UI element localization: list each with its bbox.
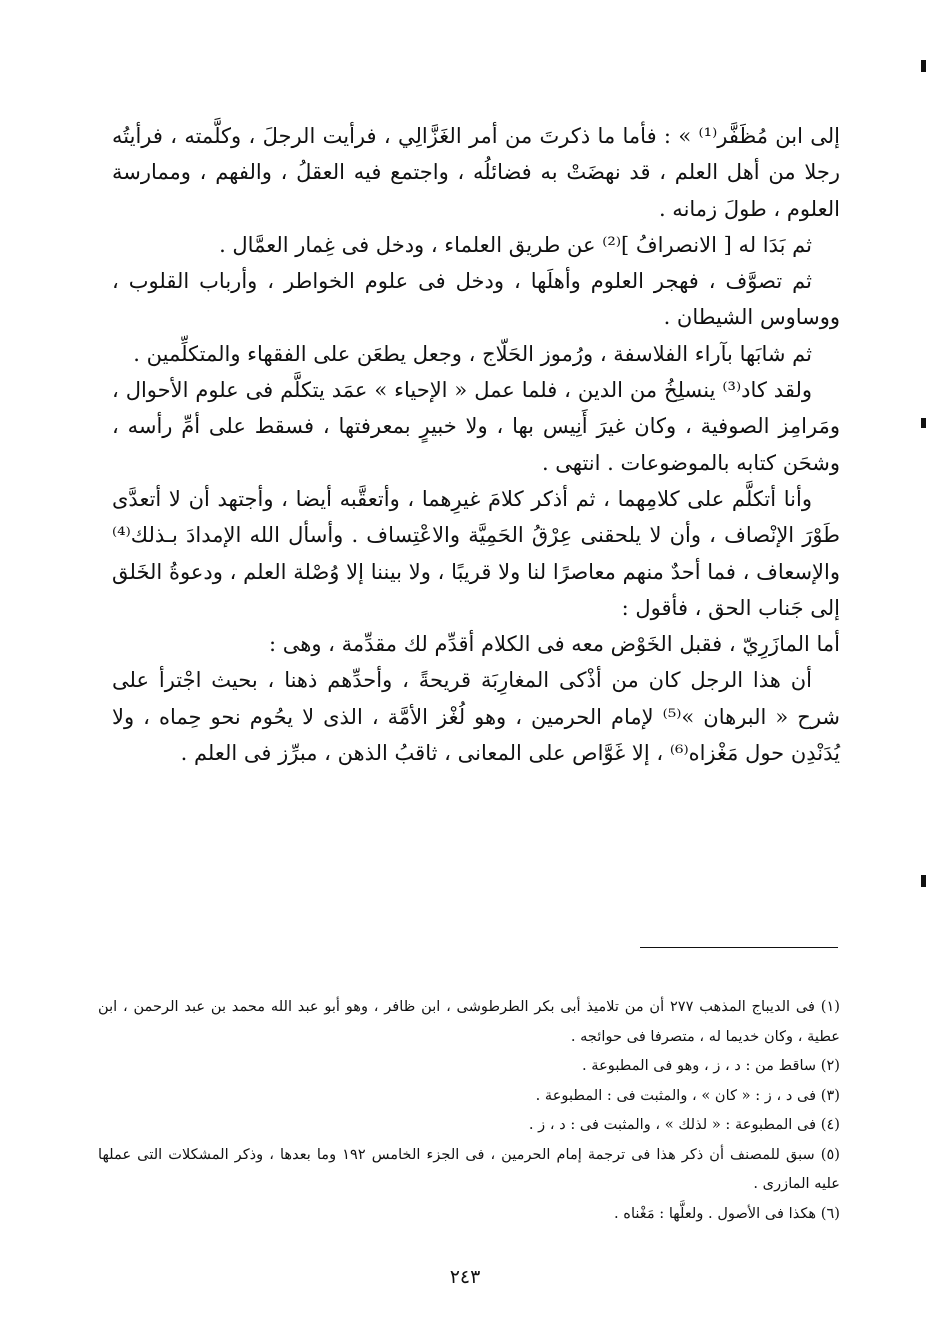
paragraph-2: ثم بَدَا له [ الانصرافُ ]⁽²⁾ عن طريق العلماء ، ودخل فى غِمار العمَّال . bbox=[219, 232, 812, 257]
footnote-6: (٦) هكذا فى الأصول . ولعلَّها : مَغْناه . bbox=[614, 1204, 840, 1222]
footnotes bbox=[98, 992, 840, 1228]
paragraph-8: أن هذا الرجل كان من أذْكى المغارِبَة قريحةً ، وأحدِّهم ذهنا ، بحيث اجْترأ على شرح « البرهان »⁽⁵⁾ لإمام الحرمين ، وهو لُغْز الأمَّة ، الذى لا يحُوم نحو حِماه ، ولا يُدَنْدِن حول مَغْزاه⁽⁶⁾ ، إلا غَوَّاص على المعانى ، ثاقبُ الذهن ، مبرِّز فى العلم . bbox=[112, 668, 841, 766]
paragraph-6: وأنا أتكلَّم على كلامِهما ، ثم أذكر كلامَ غيرِهما ، وأتعقَّبه أيضا ، وأجتهد أن لا أتعدَّى طَوْرَ الإنْصاف ، وأن لا يلحقنى عِرْقُ الحَمِيَّة والاعْتِساف . وأسأل الله الإمدادَ بـذلك⁽⁴⁾ والإسعاف ، فما أحدٌ منهم معاصرًا لنا ولا قريبًا ، ولا بيننا إلا وُصْلة العلم ، ودعوةُ الخَلق إلى جَناب الحق ، فأقول : bbox=[112, 486, 840, 620]
footnote-2: (٢) ساقط من : د ، ز ، وهو فى المطبوعة . bbox=[581, 1057, 840, 1074]
footnote-4: (٤) فى المطبوعة : « لذلك » ، والمثبت فى : د ، ز . bbox=[528, 1116, 840, 1133]
edge-scan-mark bbox=[921, 418, 926, 428]
paragraph-1: إلى ابن مُظَفَّر⁽¹⁾ » : فأما ما ذكرتَ من أمر الغَزَّالِي ، فرأيت الرجلَ ، وكلَّمته ، فرأيتُه رجلا من أهل العلم ، قد نهضَتْ به فضائلُه ، واجتمع فيه العقلُ ، والفهم ، وممارسة العلوم ، طولَ زمانه . bbox=[112, 124, 840, 221]
edge-scan-mark bbox=[921, 875, 926, 887]
edge-scan-mark bbox=[921, 60, 926, 72]
paragraph-3: ثم تصوَّف ، فهجر العلوم وأهلَها ، ودخل فى علوم الخواطر ، وأرباب القلوب ، ووساوس الشيطان . bbox=[112, 269, 840, 330]
paragraph-4: ثم شابَها بآراء الفلاسفة ، ورُموز الحَلّاج ، وجعل يطعَن على الفقهاء والمتكلِّمين . bbox=[133, 341, 812, 366]
footnote-divider bbox=[640, 947, 838, 948]
paragraph-5: ولقد كاد⁽³⁾ ينسلِخُ من الدين ، فلما عمل « الإحياء » عمَد يتكلَّم فى علوم الأحوال ، ومَرامِز الصوفية ، وكان غيرَ أَنِيس بها ، ولا خبيرٍ بمعرفتها ، فسقط على أمِّ رأسه ، وشحَن كتابه بالموضوعات . انتهى . bbox=[112, 378, 840, 475]
footnote-3: (٣) فى د ، ز : « كان » ، والمثبت فى : المطبوعة . bbox=[535, 1086, 840, 1104]
paragraph-7: أما المازَرِيّ ، فقبل الخَوْض معه فى الكلام أقدِّم لك مقدِّمة ، وهى : bbox=[269, 632, 840, 657]
page-number: ٢٤٣ bbox=[449, 1266, 481, 1288]
main-text bbox=[112, 118, 840, 771]
footnote-1: (١) فى الديباج المذهب ٢٧٧ أن من تلاميذ أبى بكر الطرطوشى ، ابن ظافر ، وهو أبو عبد الله محمد بن عبد الرحمن ، ابن عطية ، وكان خديما له ، متصرفا فى حوائجه . bbox=[98, 998, 840, 1045]
footnote-5: (٥) سبق للمصنف أن ذكر هذا فى ترجمة إمام الحرمين ، فى الجزء الخامس ١٩٢ وما بعدها ، وذكر المشكلات التى عملها عليه المازرى . bbox=[98, 1145, 840, 1192]
